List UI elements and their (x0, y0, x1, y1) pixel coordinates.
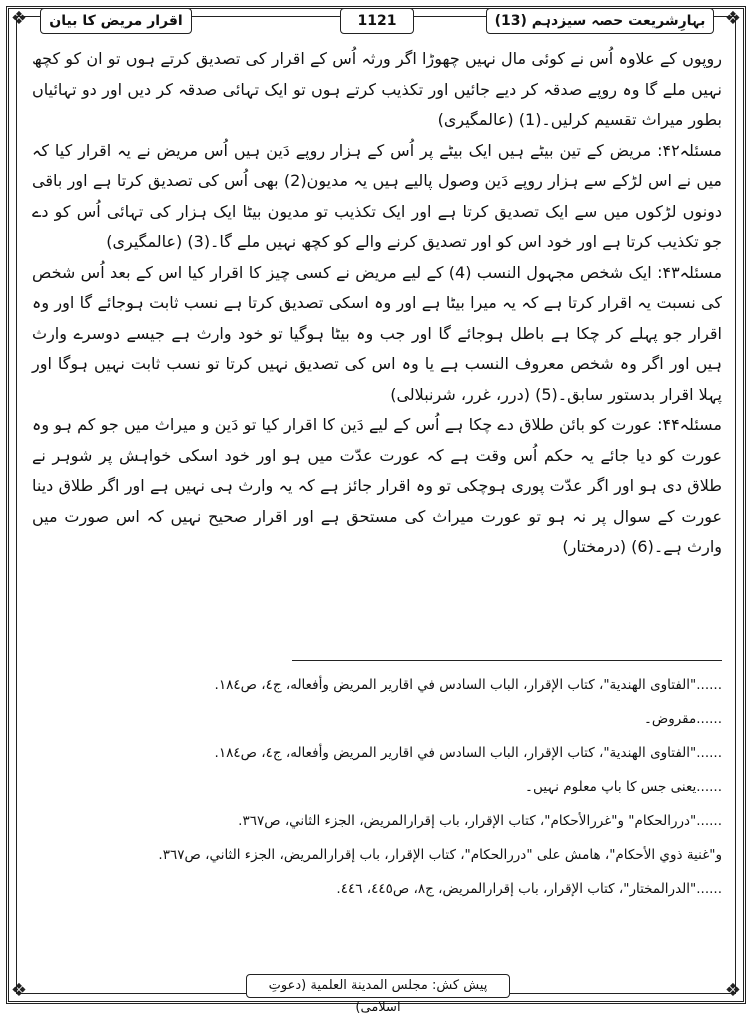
paragraph: روپوں کے علاوہ اُس نے کوئی مال نہیں چھوڑا اگر ورثہ اُس کے اقرار کی تصدیق کرتے ہوں تو ان کو کچھ نہیں ملے گا وہ روپے صدقہ کر دیے جائیں اور تکذیب کرتے ہوں تو ایک تہائی صدقہ کر دیں اور دو تہائیاں بطور میراث تقسیم کرلیں۔(1) (عالمگیری) (32, 49, 722, 129)
paragraph-masala-44: مسئلہ۴۴: عورت کو بائن طلاق دے چکا ہے اُس کے لیے دَین کا اقرار کیا تو دَین و میراث میں جو کم ہو وہ عورت کو دیا جائے یہ حکم اُس وقت ہے کہ عورت عدّت میں ہو اور خود اسکی خواہش پر شوہر نے طلاق دی ہو اور اگر عدّت پوری ہوچکی تو وہ اقرار جائز ہے کہ یہ وارث ہی نہیں ہے اور اگر طلاق دینا عورت کے سوال پر نہ ہو تو عورت میراث کی مستحق ہے اور اقرار صحیح نہیں کہ اس صورت میں وارث ہے۔(6) (درمختار) (32, 415, 722, 556)
corner-ornament-icon: ❖ (724, 8, 742, 29)
paragraph-masala-42: مسئلہ۴۲: مریض کے تین بیٹے ہیں ایک بیٹے پر اُس کے ہزار روپے دَین ہیں اُس مریض نے یہ اقرار کیا کہ میں نے اس لڑکے سے ہزار روپے دَین وصول پالیے ہیں یہ مدیون(2) بھی اُس کی تصدیق کرتا ہے اور باقی دونوں لڑکوں میں سے ایک تصدیق کرتا ہے اور ایک تکذیب تو مدیون بیٹا ایک ہزار کی تہائی اُس کو دے جو تکذیب کرتا ہے اور خود اس کو اور تصدیق کرنے والے کو کچھ نہیں ملے گا۔(3) (عالمگیری) (32, 140, 722, 251)
section-title: اقرار مریض کا بیان (40, 8, 192, 34)
publisher-credit: پیش کش: مجلس المدينة العلمية (دعوتِ اسلامی) (246, 974, 510, 998)
corner-ornament-icon: ❖ (10, 8, 28, 29)
page-footer (0, 968, 752, 1015)
page-number: 1121 (340, 8, 414, 34)
footnote-2: ......مقروض۔ (643, 711, 722, 727)
footnote-1: ......"الفتاوى الهندية"، كتاب الإقرار، الباب السادس في اقارير المريض وأفعاله، ج٤، ص١٨٤. (214, 677, 722, 693)
footnotes (32, 668, 722, 906)
page-header (0, 2, 752, 36)
paragraph-masala-43: مسئلہ۴۳: ایک شخص مجہول النسب (4) کے لیے مریض نے کسی چیز کا اقرار کیا اس کے بعد اُس شخص کی نسبت یہ اقرار کرتا ہے کہ یہ میرا بیٹا ہے اور وہ اسکی تصدیق کرتا ہے نسب ثابت ہوجائے گا اور وہ اقرار جو پہلے کر چکا ہے باطل ہوجائے گا اور جب وہ بیٹا ہوگیا تو خود وارث ہے جیسے دوسرے وارث ہیں اور اگر وہ شخص معروف النسب ہے یا وہ اس کی تصدیق نہیں کرتا تو نسب ثابت نہیں ہوگا اور پہلا اقرار بدستور سابق۔(5) (درر، غرر، شرنبلالی) (32, 262, 723, 404)
footnote-5: ......"دررالحكام" و"غررالأحكام"، كتاب الإقرار، باب إقرارالمريض، الجزء الثاني، ص٣٦٧. (238, 813, 722, 829)
footnote-5-continued: و"غنية ذوي الأحكام"، هامش على "دررالحكام"، كتاب الإقرار، باب إقرارالمريض، الجزء الثاني، ص٣٦٧. (158, 847, 722, 863)
footnote-6: ......"الدرالمختار"، كتاب الإقرار، باب إقرارالمريض، ج٨، ص٤٤٥، ٤٤٦. (336, 881, 722, 897)
footnote-divider (292, 660, 722, 661)
corner-ornament-icon: ❖ (10, 980, 28, 1001)
corner-ornament-icon: ❖ (724, 980, 742, 1001)
footnote-3: ......"الفتاوى الهندية"، كتاب الإقرار، الباب السادس في اقارير المريض وأفعاله، ج٤، ص١٨٤. (214, 745, 722, 761)
footnote-4: ......یعنی جس کا باپ معلوم نہیں۔ (525, 779, 722, 795)
book-title: بہارِشریعت حصہ سیزدہم (13) (486, 8, 714, 34)
main-text (32, 44, 722, 563)
